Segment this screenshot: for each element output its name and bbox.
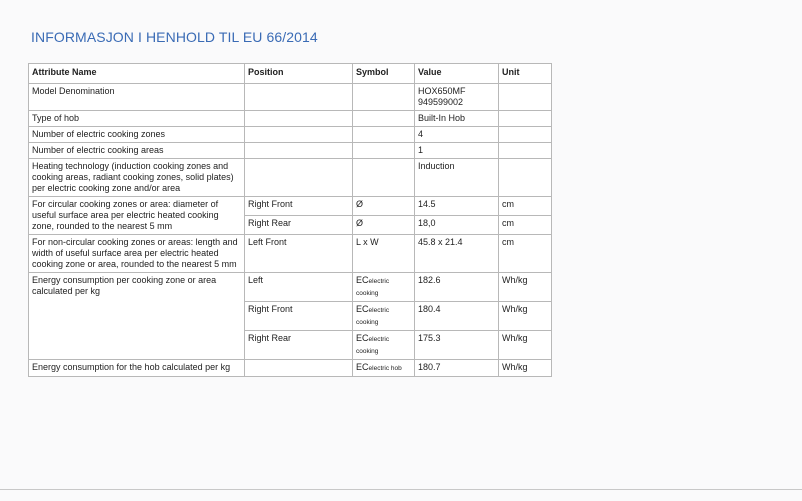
unit-cell: cm [499,235,552,273]
energy-info-table [28,63,552,377]
value-cell: 175.3 [415,331,499,360]
symbol-cell: Ø [353,216,415,235]
attr-cell: For circular cooking zones or area: diameter of useful surface area per electric heated cooking zone, rounded to the nearest 5 mm [29,197,245,235]
header-attribute: Attribute Name [29,64,245,84]
value-cell: Built-In Hob [415,111,499,127]
symbol-cell: L x W [353,235,415,273]
unit-cell [499,127,552,143]
symbol-subscript: electric hob [368,365,402,372]
position-cell [245,360,353,377]
position-cell: Left Front [245,235,353,273]
symbol-cell [353,159,415,197]
attr-cell: Energy consumption for the hob calculated per kg [29,360,245,377]
attr-cell: Model Denomination [29,84,245,111]
symbol-subscript: electric cooking [356,307,390,326]
position-cell [245,159,353,197]
table-row [29,159,552,197]
unit-cell: cm [499,216,552,235]
unit-cell [499,84,552,111]
symbol-subscript: electric cooking [356,336,390,355]
header-row [29,64,552,84]
symbol-cell [353,127,415,143]
attr-cell: Number of electric cooking zones [29,127,245,143]
symbol-main: EC [356,333,369,343]
header-symbol: Symbol [353,64,415,84]
value-cell: 14.5 [415,197,499,216]
symbol-cell [353,273,415,302]
symbol-main: EC [356,362,369,372]
symbol-cell [353,111,415,127]
unit-cell: cm [499,197,552,216]
attr-cell: Type of hob [29,111,245,127]
unit-cell: Wh/kg [499,331,552,360]
symbol-subscript: electric cooking [356,278,390,297]
table-row [29,84,552,111]
position-cell [245,143,353,159]
unit-cell [499,111,552,127]
symbol-cell [353,84,415,111]
table-row [29,111,552,127]
position-cell: Right Rear [245,331,353,360]
position-cell: Right Front [245,302,353,331]
value-cell: Induction [415,159,499,197]
unit-cell [499,143,552,159]
unit-cell: Wh/kg [499,302,552,331]
header-unit: Unit [499,64,552,84]
symbol-cell [353,143,415,159]
page-bottom-divider [0,489,802,490]
table-row [29,197,552,216]
position-cell [245,111,353,127]
position-cell: Left [245,273,353,302]
symbol-cell [353,331,415,360]
position-cell [245,127,353,143]
symbol-cell: Ø [353,197,415,216]
position-cell: Right Rear [245,216,353,235]
value-cell: 4 [415,127,499,143]
attr-cell: For non-circular cooking zones or areas: length and width of useful surface area per electric heated cooking zone or area, rounded to the nearest 5 mm [29,235,245,273]
model-number: 949599002 [418,97,464,107]
table-row [29,273,552,302]
attr-cell: Energy consumption per cooking zone or area calculated per kg [29,273,245,360]
value-cell: 45.8 x 21.4 [415,235,499,273]
table-row [29,127,552,143]
unit-cell: Wh/kg [499,360,552,377]
table-row [29,360,552,377]
value-cell: 180.7 [415,360,499,377]
attr-cell: Heating technology (induction cooking zones and cooking areas, radiant cooking zones, solid plates) per electric cooking zone and/or area [29,159,245,197]
position-cell [245,84,353,111]
value-cell: 180.4 [415,302,499,331]
attr-cell: Number of electric cooking areas [29,143,245,159]
model-name: HOX650MF [418,86,466,96]
table-row [29,143,552,159]
symbol-cell [353,360,415,377]
page-title: INFORMASJON I HENHOLD TIL EU 66/2014 [31,29,318,45]
value-cell: 182.6 [415,273,499,302]
symbol-main: EC [356,304,369,314]
position-cell: Right Front [245,197,353,216]
symbol-main: EC [356,275,369,285]
unit-cell: Wh/kg [499,273,552,302]
value-cell [415,84,499,111]
value-cell: 1 [415,143,499,159]
table-row [29,235,552,273]
symbol-cell [353,302,415,331]
unit-cell [499,159,552,197]
value-cell: 18,0 [415,216,499,235]
header-value: Value [415,64,499,84]
header-position: Position [245,64,353,84]
